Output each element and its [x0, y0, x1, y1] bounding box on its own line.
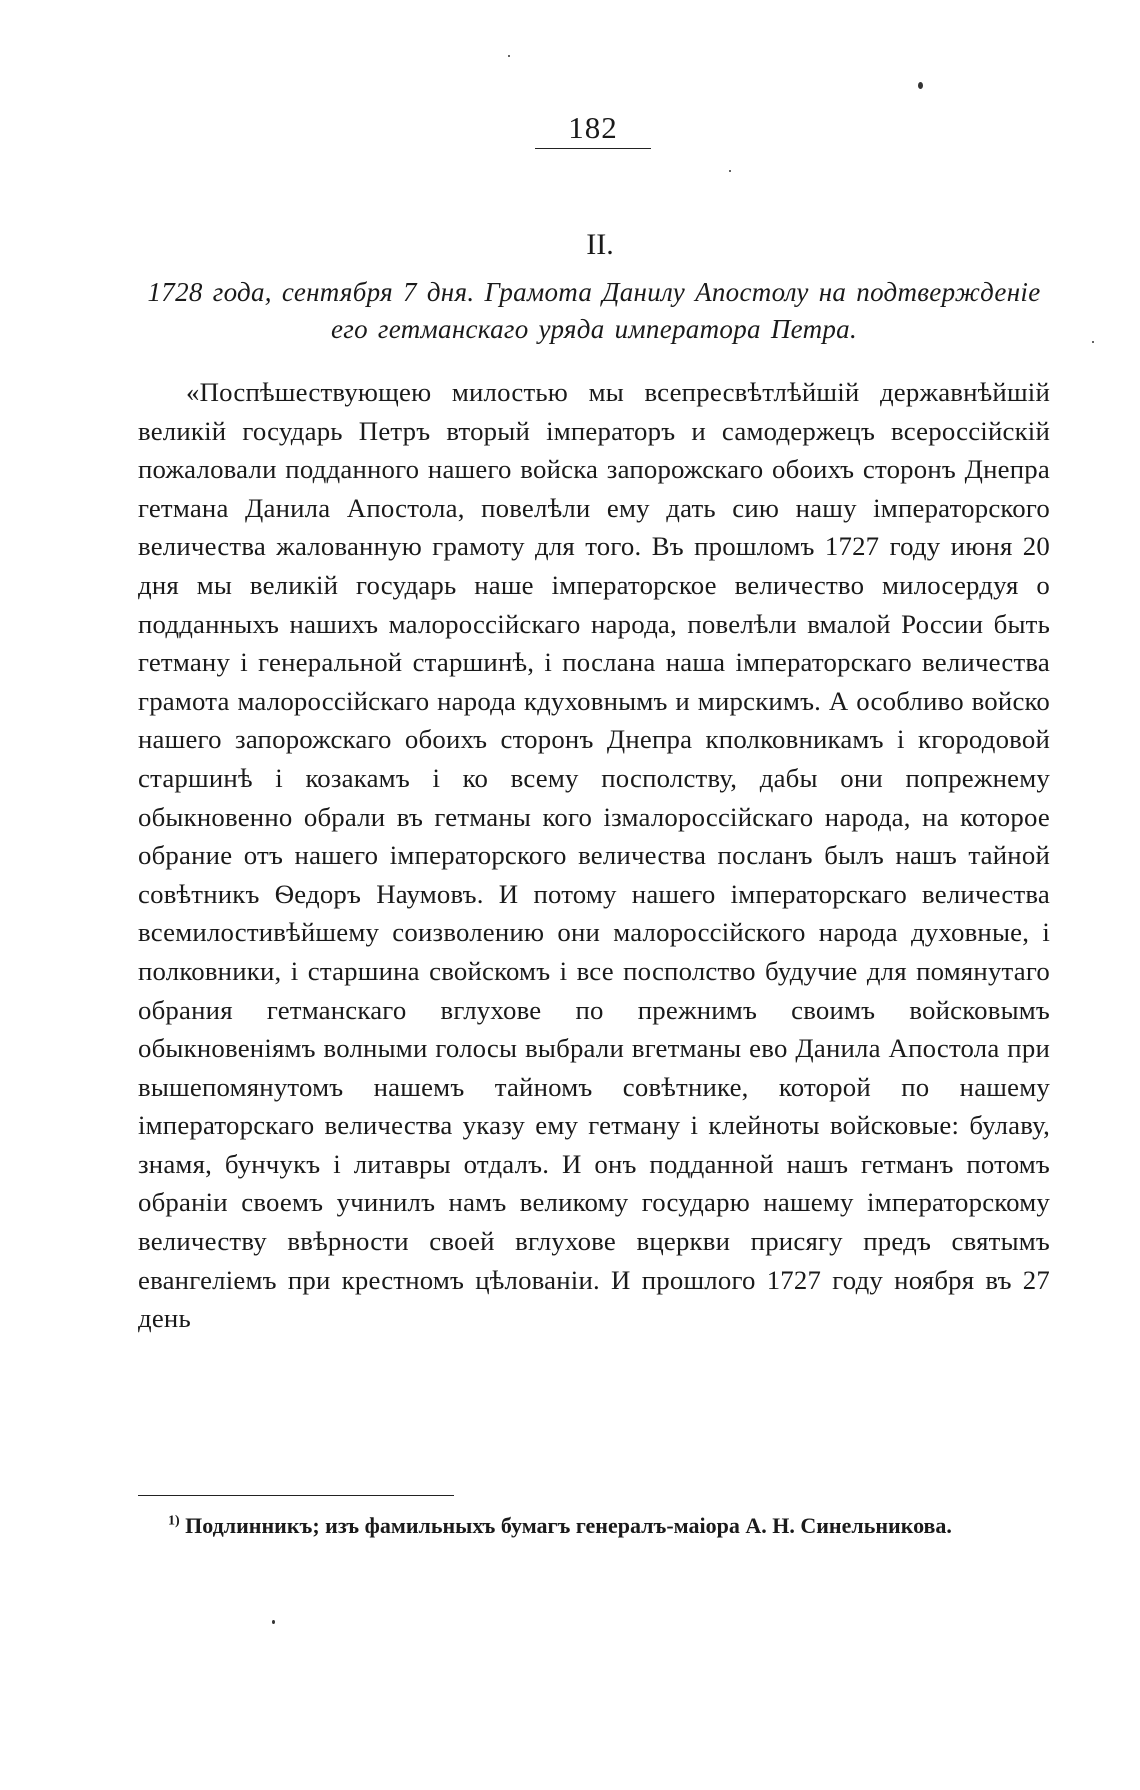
- scan-speck: [918, 82, 923, 89]
- footnote-text: Подлинникъ; изъ фамильныхъ бумагъ генералъ-маіора А. Н. Синельникова.: [185, 1513, 952, 1538]
- scan-speck: [508, 55, 510, 57]
- scan-speck: [272, 1620, 275, 1624]
- section-number: II.: [586, 228, 614, 261]
- document-heading: 1728 года, сентября 7 дня. Грамота Данилу Апостолу на подтвержденіе его гетманскаго уряда императора Петра.: [147, 277, 1041, 344]
- footnote-mark: 1): [168, 1513, 180, 1529]
- scan-speck: [729, 170, 731, 172]
- page-number-rule: [535, 148, 651, 149]
- footnote: [138, 1510, 1050, 1542]
- scan-speck: [1092, 341, 1094, 343]
- body-paragraph: «Поспѣшествующею милостью мы всепресвѣтлѣйшій державнѣйшій великій государь Петръ вторый імператоръ и самодержецъ всероссійскій пожаловали подданного нашего войска запорожскаго обоихъ сторонъ Днепра гетмана Данила Апостола, повелѣли ему дать сию нашу імператорского величества жалованную грамоту для того. Въ прошломъ 1727 году июня 20 дня мы великій государь наше імператорское величество милосердуя о подданныхъ нашихъ малороссійскаго народа, повелѣли вмалой России быть гетману і генеральной старшинѣ, і послана наша імператорскаго величества грамота малороссійскаго народа кдуховнымъ и мирскимъ. А особливо войско нашего запорожскаго обоихъ сторонъ Днепра кполковникамъ і кгородовой старшинѣ і козакамъ і ко всему посполству, дабы они попрежнему обыкновенно обрали въ гетманы кого ізмалороссійскаго народа, на которое обрание отъ нашего імператорского величества посланъ былъ нашъ тайной совѣтникъ Ѳедоръ Наумовъ. И потому нашего імператорскаго величества всемилостивѣйшему соизволению они малороссійского народа духовные, і полковники, і старшина свойскомъ і все посполство будучие для помянутаго обрания гетманскаго вглухове по прежнимъ своимъ войсковымъ обыкновеніямъ волными голосы выбрали вгетманы ево Данила Апостола при вышепомянутомъ нашемъ тайномъ совѣтнике, которой по нашему імператорскаго величества указу ему гетману і клейноты войсковые: булаву, знамя, бунчукъ і литавры отдалъ. И онъ подданной нашъ гетманъ потомъ обраніи своемъ учинилъ намъ великому государю нашему імператорскому величеству ввѣрности своей вглухове вцеркви присягу предъ святымъ евангеліемъ при крестномъ цѣлованіи. И прошлого 1727 году ноября въ 27 день: [138, 377, 1050, 1334]
- footnote-rule: [138, 1495, 454, 1496]
- page-number: 182: [568, 110, 618, 145]
